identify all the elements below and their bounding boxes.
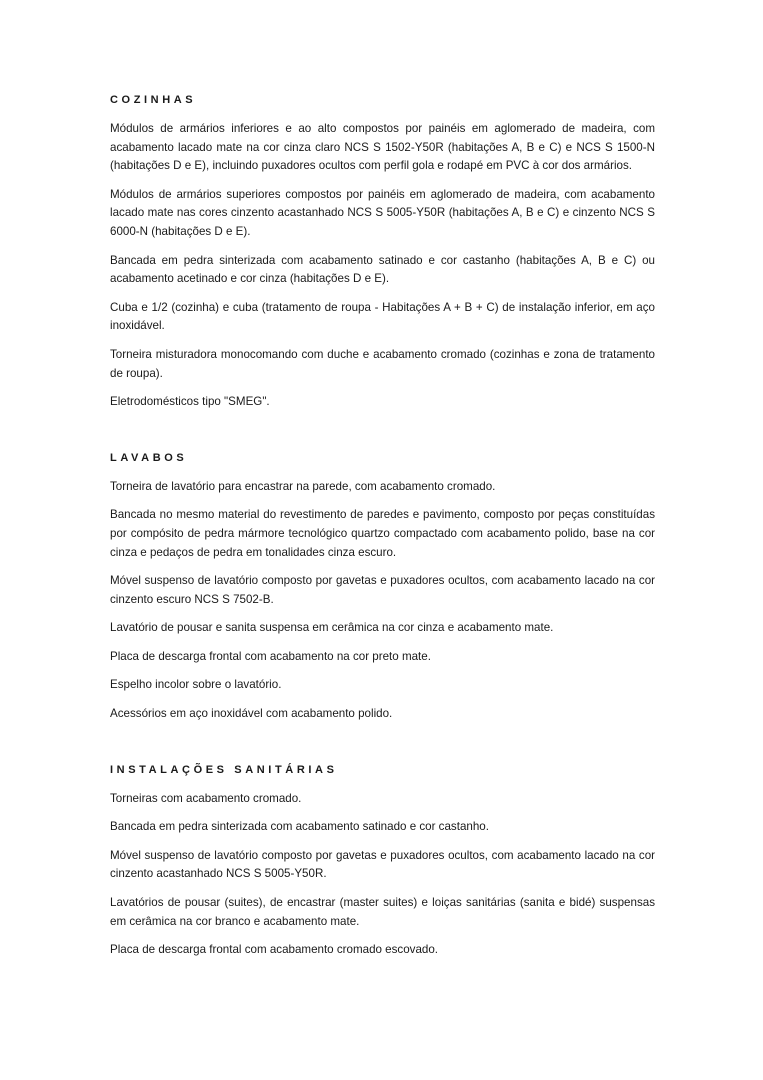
section-title: INSTALAÇÕES SANITÁRIAS [110,763,338,776]
section-title: LAVABOS [110,451,188,464]
section-cozinhas [110,93,655,412]
paragraph: Módulos de armários inferiores e ao alto compostos por painéis em aglomerado de madeira, com acabamento lacado mate na cor cinza claro NCS S 1502-Y50R (habitações A, B e C) e NCS S 1500-N (habitações D e E), incluindo puxadores ocultos com perfil gola e rodapé em PVC à cor dos armários. [110,122,655,173]
paragraph: Móvel suspenso de lavatório composto por gavetas e puxadores ocultos, com acabamento lacado na cor cinzento acastanhado NCS S 5005-Y50R. [110,848,655,881]
paragraph: Móvel suspenso de lavatório composto por gavetas e puxadores ocultos, com acabamento lacado na cor cinzento escuro NCS S 7502-B. [110,574,655,606]
paragraph: Eletrodomésticos tipo "SMEG". [110,395,270,409]
section-lavabos [110,451,655,724]
document-page [110,93,655,960]
paragraph: Bancada no mesmo material do revestimento de paredes e pavimento, composto por peças constituídas por compósito de pedra mármore tecnológico quartzo compactado com acabamento polido, base na cor cinza e pedaços de pedra em tonalidades cinza escuro. [110,508,655,559]
paragraph: Módulos de armários superiores compostos por painéis em aglomerado de madeira, com acabamento lacado mate nas cores cinzento acastanhado NCS S 5005-Y50R (habitações A, B e C) e cinzento NCS S 6000-N (habitações D e E). [110,187,655,238]
paragraph: Bancada em pedra sinterizada com acabamento satinado e cor castanho. [110,820,489,834]
section-title: COZINHAS [110,94,197,106]
paragraph: Placa de descarga frontal com acabamento cromado escovado. [110,943,439,957]
paragraph: Placa de descarga frontal com acabamento na cor preto mate. [110,649,431,663]
paragraph: Lavatório de pousar e sanita suspensa em cerâmica na cor cinza e acabamento mate. [110,621,554,635]
paragraph: Torneira misturadora monocomando com duche e acabamento cromado (cozinhas e zona de tratamento de roupa). [110,347,655,380]
paragraph: Espelho incolor sobre o lavatório. [110,678,282,692]
section-instalacoes-sanitarias [110,763,655,960]
paragraph: Torneira de lavatório para encastrar na parede, com acabamento cromado. [110,479,496,493]
paragraph: Cuba e 1/2 (cozinha) e cuba (tratamento de roupa - Habitações A + B + C) de instalação inferior, em aço inoxidável. [110,300,655,333]
paragraph: Lavatórios de pousar (suites), de encastrar (master suites) e loiças sanitárias (sanita e bidé) suspensas em cerâmica na cor branco e acabamento mate. [110,896,655,928]
paragraph: Acessórios em aço inoxidável com acabamento polido. [110,707,393,721]
paragraph: Bancada em pedra sinterizada com acabamento satinado e cor castanho (habitações A, B e C) ou acabamento acetinado e cor cinza (habitações D e E). [110,253,655,286]
paragraph: Torneiras com acabamento cromado. [110,791,302,805]
